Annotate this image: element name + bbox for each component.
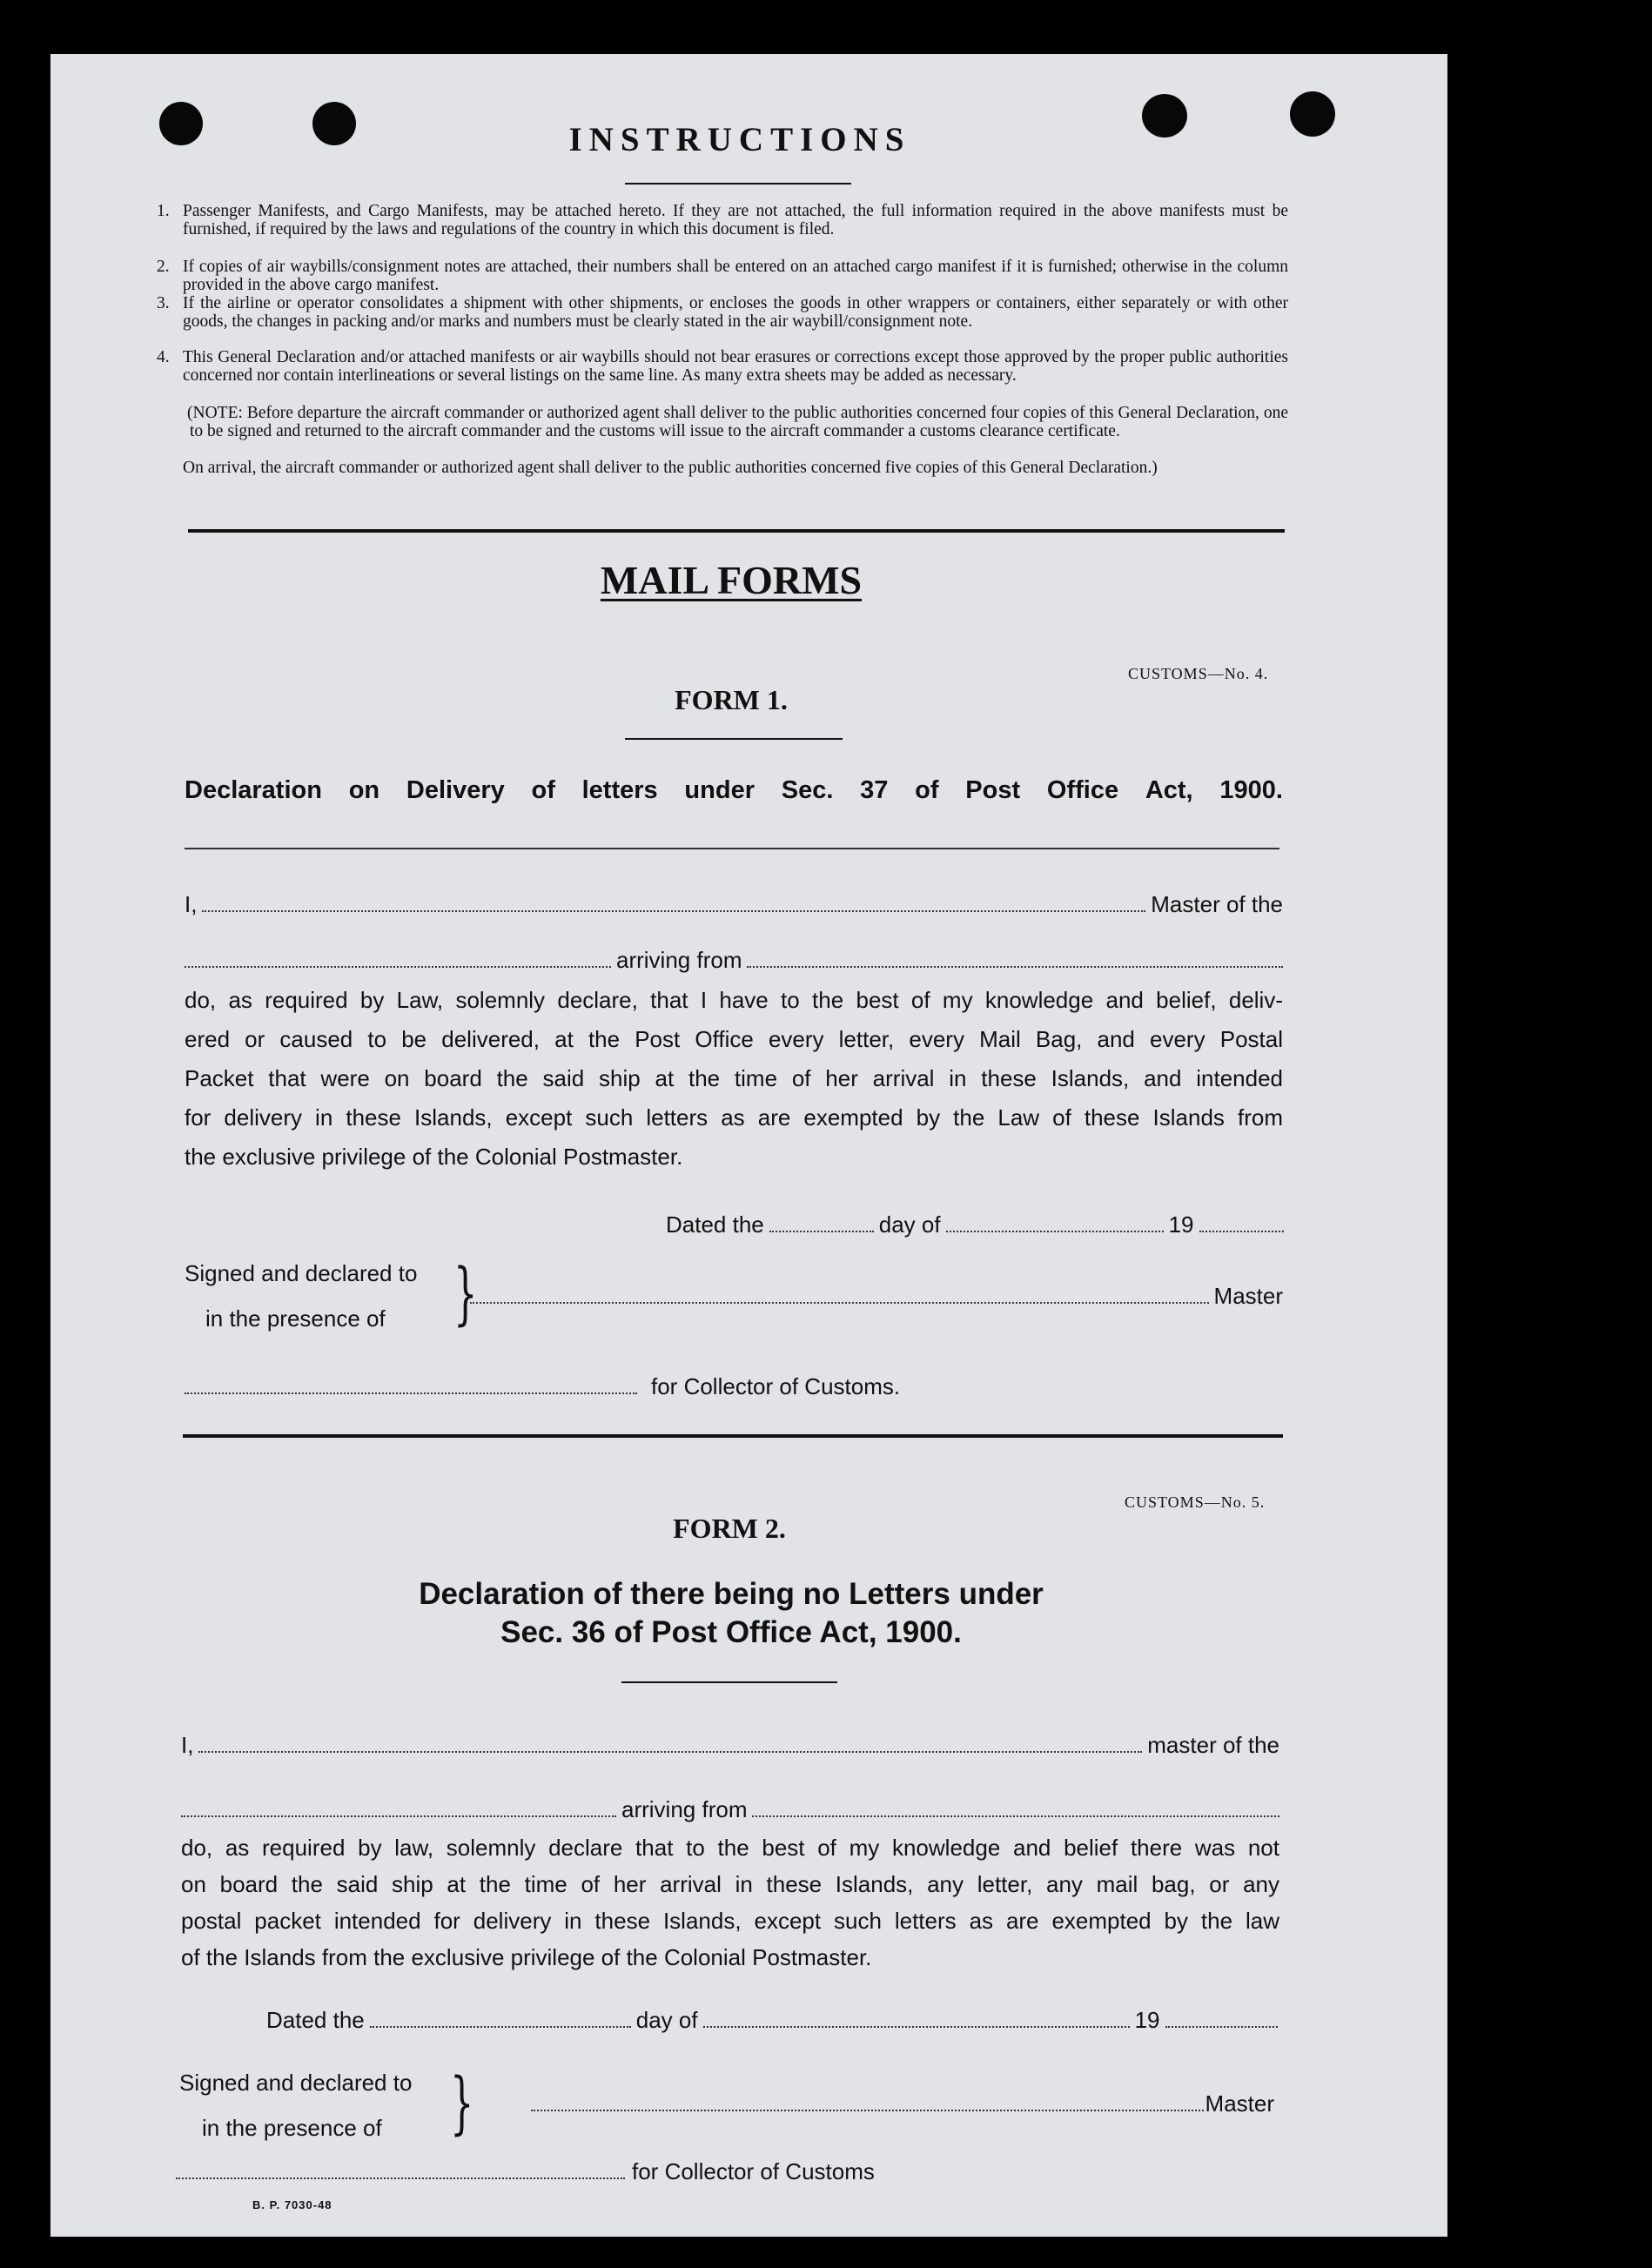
form1-master-sign-line: Master [470, 1283, 1283, 1310]
collector-signature-field[interactable] [176, 2177, 625, 2179]
instruction-item-2 [157, 258, 1288, 294]
form1-body-line: Packet that were on board the said ship at the time of her arrival in these Islands, and intended [185, 1065, 1283, 1091]
instructions-title: INSTRUCTIONS [568, 121, 911, 158]
form1-master-line: I, Master of the [185, 891, 1283, 917]
divider [185, 848, 1279, 849]
presence-label: in the presence of [205, 1305, 386, 1332]
dated-day-field[interactable] [370, 2026, 631, 2028]
divider [621, 1681, 837, 1683]
punch-hole [1290, 91, 1335, 137]
dated-day-field[interactable] [769, 1231, 874, 1232]
form2-heading: Declaration of there being no Letters under Sec. 36 of Post Office Act, 1900. [419, 1577, 1044, 1649]
dated-year-field[interactable] [1199, 1231, 1285, 1232]
form1-body-line: the exclusive privilege of the Colonial Postmaster. [185, 1144, 683, 1170]
form1-body-line: do, as required by Law, solemnly declare, that I have to the best of my knowledge and belief, deliv- [185, 987, 1283, 1013]
form2-collector-line: for Collector of Customs [176, 2158, 924, 2185]
dated-month-field[interactable] [946, 1231, 1164, 1232]
form2-master-line: I, master of the [181, 1732, 1279, 1758]
form1-dated-line: Dated the day of 19 [666, 1211, 1284, 1238]
form2-body-line: on board the said ship at the time of her arrival in these Islands, any letter, any mail bag, or any [181, 1871, 1279, 1897]
signed-label: Signed and declared to [179, 2070, 413, 2096]
instruction-number: 4. [157, 348, 170, 366]
master-name-field[interactable] [202, 910, 1145, 912]
instruction-note-arrival: On arrival, the aircraft commander or authorized agent shall deliver to the public authorities concerned five copies of this General Declaration.) [183, 459, 1158, 477]
punch-hole [159, 102, 203, 145]
form1-collector-line: for Collector of Customs. [185, 1373, 933, 1400]
form1-arriving-line: arriving from [185, 947, 1283, 974]
instruction-note-departure: (NOTE: Before departure the aircraft commander or authorized agent shall deliver to the public authorities concerned four copies of this General Declaration, one to be signed and returned to the aircraft commander and the customs will issue to the aircraft commander a customs clearance certificate. [187, 404, 1288, 440]
form2-dated-line: Dated the day of 19 [266, 2007, 1278, 2034]
customs-number: CUSTOMS—No. 4. [1128, 665, 1269, 682]
master-signature-field[interactable] [531, 2110, 1204, 2111]
form2-body-line: of the Islands from the exclusive privilege of the Colonial Postmaster. [181, 1944, 872, 1970]
signed-label: Signed and declared to [185, 1260, 418, 1286]
dated-year-field[interactable] [1165, 2026, 1279, 2028]
form2-body-line: do, as required by law, solemnly declare that to the best of my knowledge and belief there was not [181, 1835, 1279, 1861]
instruction-item-4 [157, 348, 1288, 385]
collector-signature-field[interactable] [185, 1392, 637, 1394]
instruction-number: 2. [157, 258, 170, 276]
instruction-text: This General Declaration and/or attached manifests or air waybills should not bear erasures or corrections except those approved by the proper public authorities concerned nor contain interlineations or several listings on the same line. As many extra sheets may be added as necessary. [183, 348, 1288, 385]
ship-name-field[interactable] [181, 1815, 616, 1817]
divider [625, 183, 851, 185]
instruction-number: 1. [157, 202, 170, 220]
form2-master-sign-line: Master [531, 2090, 1274, 2117]
brace-icon: } [453, 1255, 478, 1333]
ship-name-field[interactable] [185, 966, 611, 968]
instruction-item-3 [157, 294, 1288, 331]
master-name-field[interactable] [198, 1751, 1142, 1753]
form2-arriving-line: arriving from [181, 1796, 1279, 1823]
brace-icon: } [450, 2064, 474, 2143]
divider [188, 529, 1285, 533]
master-signature-field[interactable] [470, 1302, 1209, 1304]
form1-body-line: ered or caused to be delivered, at the Post Office every letter, every Mail Bag, and every Postal [185, 1026, 1283, 1052]
presence-label: in the presence of [202, 2115, 382, 2141]
dated-month-field[interactable] [703, 2026, 1130, 2028]
arriving-from-field[interactable] [747, 966, 1283, 968]
form-code: B. P. 7030-48 [252, 2198, 332, 2211]
instruction-text: Passenger Manifests, and Cargo Manifests, may be attached hereto. If they are not attached, the full information required in the above manifests must be furnished, if required by the laws and regulations of the country in which this document is filed. [183, 202, 1288, 238]
form1-heading: Declaration on Delivery of letters under Sec. 37 of Post Office Act, 1900. [185, 776, 1283, 804]
divider [625, 738, 843, 740]
instruction-text: If copies of air waybills/consignment notes are attached, their numbers shall be entered on an attached cargo manifest if it is furnished; otherwise in the column provided in the above cargo manifest. [183, 258, 1288, 294]
instruction-text: If the airline or operator consolidates a shipment with other shipments, or encloses the goods in other wrappers or containers, either separately or with other goods, the changes in packing and/or marks and numbers must be clearly stated in the air waybill/consignment note. [183, 294, 1288, 331]
instruction-number: 3. [157, 294, 170, 312]
form2-title: FORM 2. [673, 1513, 786, 1544]
divider [183, 1434, 1283, 1438]
form2-body-line: postal packet intended for delivery in these Islands, except such letters as are exempted by the law [181, 1908, 1279, 1934]
punch-hole [1142, 94, 1187, 138]
form1-title: FORM 1. [675, 684, 788, 715]
punch-hole [312, 102, 356, 145]
form1-body-line: for delivery in these Islands, except such letters as are exempted by the Law of these Islands from [185, 1104, 1283, 1131]
instruction-item-1 [157, 202, 1288, 238]
arriving-from-field[interactable] [752, 1815, 1279, 1817]
mail-forms-title: MAIL FORMS [600, 558, 863, 602]
customs-number: CUSTOMS—No. 5. [1125, 1493, 1266, 1511]
